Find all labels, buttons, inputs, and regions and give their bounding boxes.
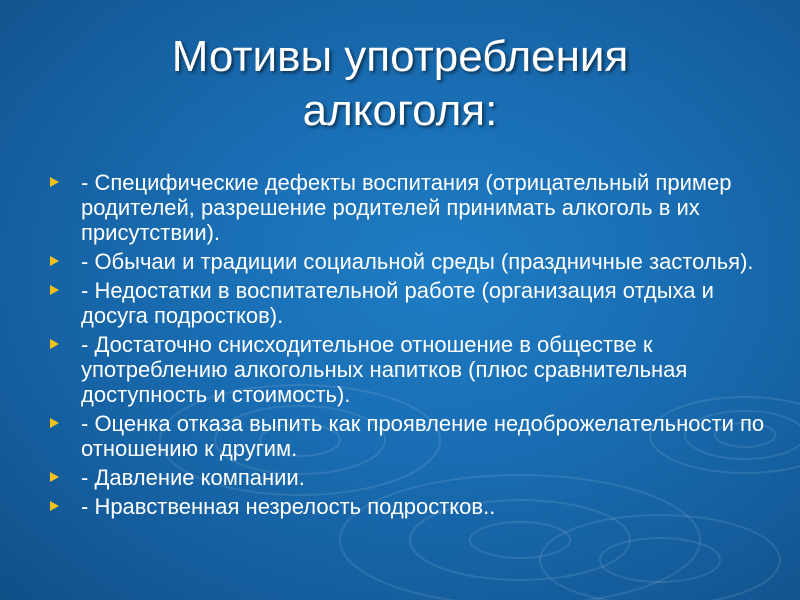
bullet-text: - Давление компании. xyxy=(81,465,305,490)
triangle-bullet-icon xyxy=(50,256,59,266)
title-line-1: Мотивы употребления xyxy=(171,32,629,81)
triangle-bullet-icon xyxy=(50,339,59,349)
triangle-bullet-icon xyxy=(50,177,59,187)
triangle-bullet-icon xyxy=(50,285,59,295)
slide-title xyxy=(0,30,800,138)
list-item xyxy=(48,278,768,328)
list-item xyxy=(48,465,768,490)
bullet-text: - Оценка отказа выпить как проявление недоброжелательности по отношению к другим. xyxy=(81,411,765,461)
triangle-bullet-icon xyxy=(50,501,59,511)
triangle-bullet-icon xyxy=(50,418,59,428)
list-item xyxy=(48,249,768,274)
bullet-text: - Обычаи и традиции социальной среды (праздничные застолья). xyxy=(81,249,754,274)
bullet-text: - Достаточно снисходительное отношение в обществе к употреблению алкогольных напитков (плюс сравнительная доступность и стоимость). xyxy=(81,332,688,407)
bullet-text: - Недостатки в воспитательной работе (организация отдыха и досуга подростков). xyxy=(81,278,714,328)
list-item xyxy=(48,494,768,519)
bullet-text: - Нравственная незрелость подростков.. xyxy=(81,494,496,519)
triangle-bullet-icon xyxy=(50,472,59,482)
bullet-text: - Специфические дефекты воспитания (отрицательный пример родителей, разрешение родителей принимать алкоголь в их присутствии). xyxy=(81,170,732,245)
list-item xyxy=(48,332,768,407)
list-item xyxy=(48,170,768,245)
list-item xyxy=(48,411,768,461)
bullet-list xyxy=(48,170,768,523)
title-line-2: алкоголя: xyxy=(302,86,498,135)
